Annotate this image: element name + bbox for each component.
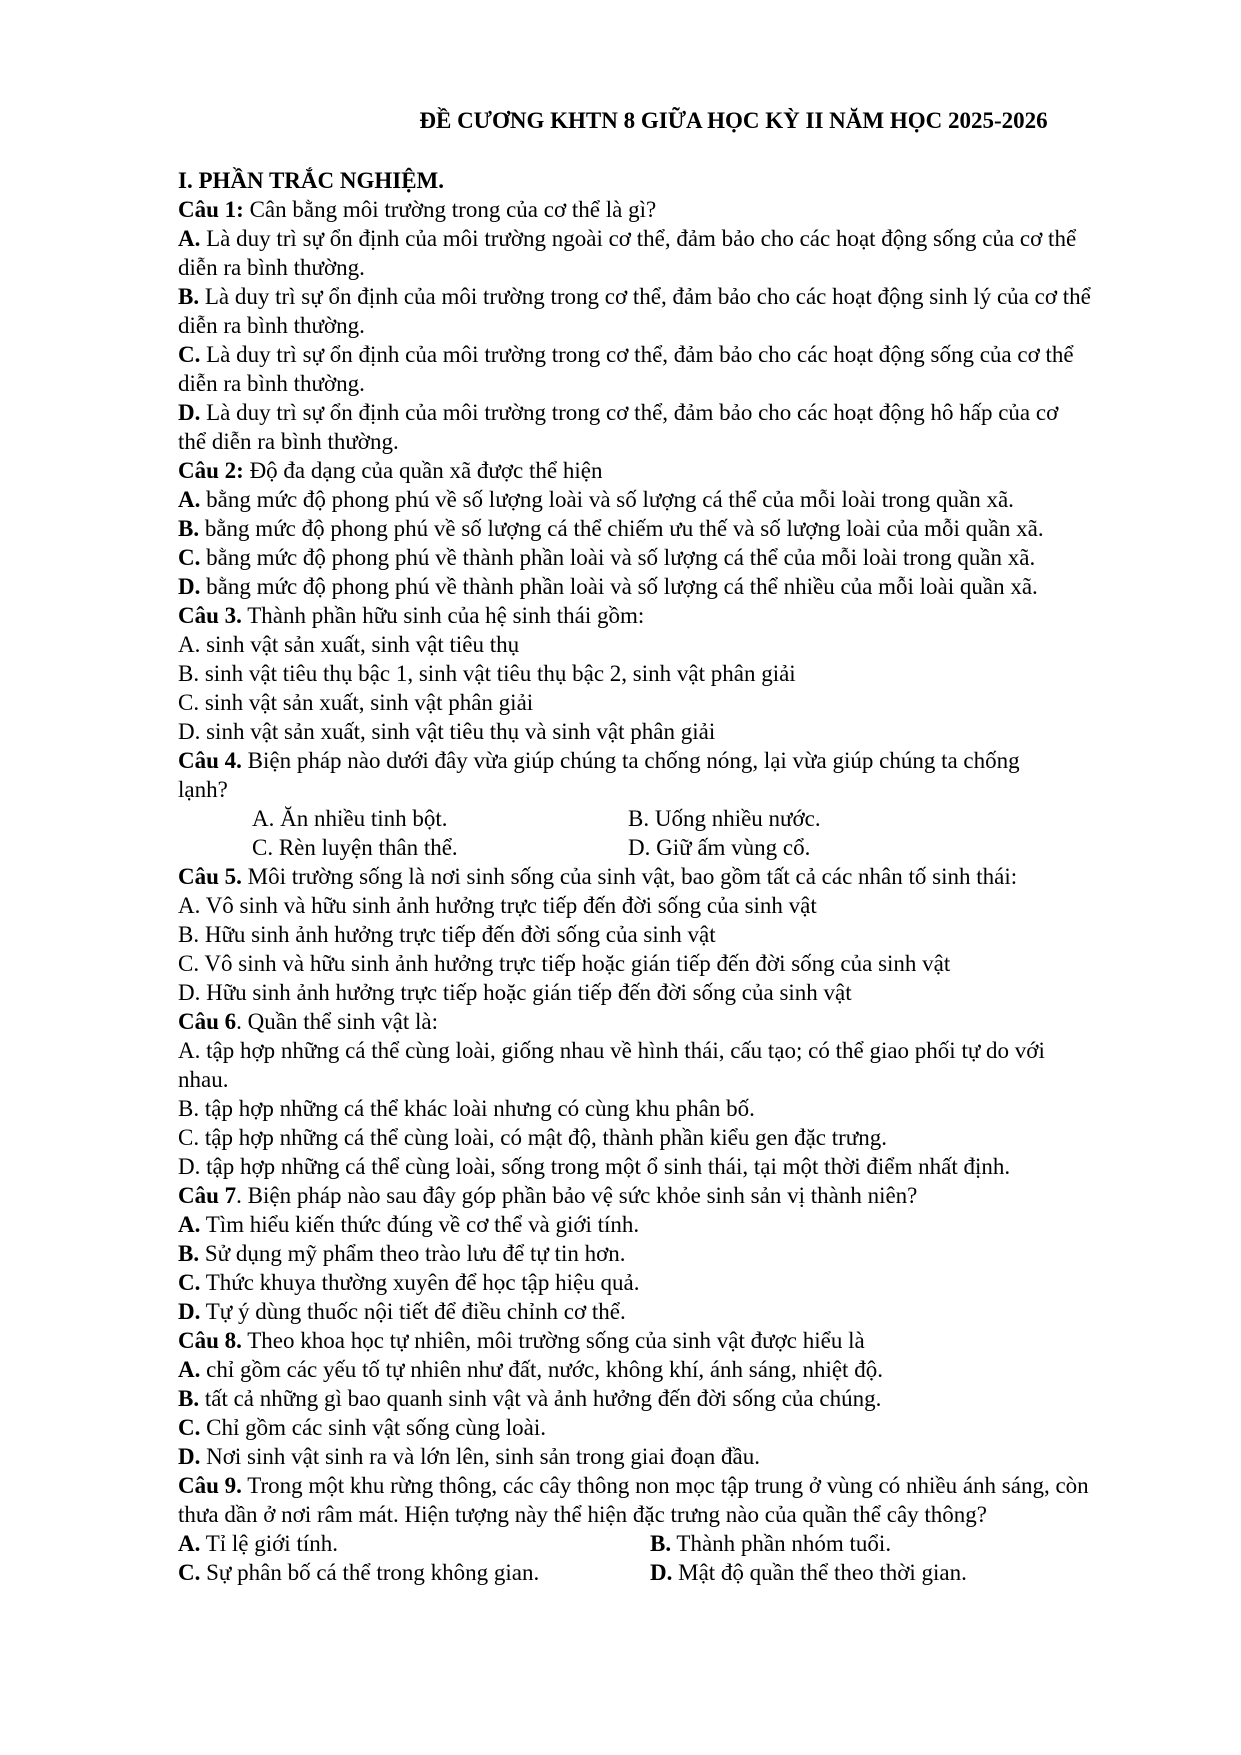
option-d: D. tập hợp những cá thể cùng loài, sống trong một ổ sinh thái, tại một thời điểm nhất định. <box>178 1154 1011 1179</box>
options-grid <box>178 1529 1159 1587</box>
option-d: D. Là duy trì sự ổn định của môi trường trong cơ thể, đảm bảo cho các hoạt động hô hấp của cơ <box>178 400 1059 425</box>
question-stem: Câu 7. Biện pháp nào sau đây góp phần bảo vệ sức khỏe sinh sản vị thành niên? <box>178 1183 918 1208</box>
question-stem: Câu 1: Cân bằng môi trường trong của cơ thể là gì? <box>178 197 657 222</box>
option-a: A. Vô sinh và hữu sinh ảnh hưởng trực tiếp đến đời sống của sinh vật <box>178 893 817 918</box>
question-stem: Câu 5. Môi trường sống là nơi sinh sống của sinh vật, bao gồm tất cả các nhân tố sinh thái: <box>178 864 1018 889</box>
question-9 <box>178 1471 1159 1587</box>
option-a: A. Là duy trì sự ổn định của môi trường ngoài cơ thể, đảm bảo cho các hoạt động sống của cơ thể <box>178 226 1077 251</box>
option-b: B. Sử dụng mỹ phẩm theo trào lưu để tự tin hơn. <box>178 1241 626 1266</box>
option-b: B. Uống nhiều nước. <box>628 806 821 831</box>
question-stem: Câu 8. Theo khoa học tự nhiên, môi trường sống của sinh vật được hiểu là <box>178 1328 865 1353</box>
question-number: Câu 1: <box>178 197 244 222</box>
option-a-cont: nhau. <box>178 1067 229 1092</box>
question-number: Câu 5. <box>178 864 242 889</box>
option-a: A. Ăn nhiều tinh bột. <box>252 806 448 831</box>
question-8 <box>178 1326 1159 1471</box>
question-stem: Câu 2: Độ đa dạng của quần xã được thể hiện <box>178 458 603 483</box>
option-a: A. sinh vật sản xuất, sinh vật tiêu thụ <box>178 632 520 657</box>
option-d: D. Hữu sinh ảnh hưởng trực tiếp hoặc gián tiếp đến đời sống của sinh vật <box>178 980 852 1005</box>
option-c: C. Vô sinh và hữu sinh ảnh hưởng trực tiếp hoặc gián tiếp đến đời sống của sinh vật <box>178 951 951 976</box>
question-7 <box>178 1181 1159 1326</box>
question-number: Câu 8. <box>178 1328 242 1353</box>
option-c: C. Chỉ gồm các sinh vật sống cùng loài. <box>178 1415 546 1440</box>
question-number: Câu 3. <box>178 603 242 628</box>
option-d: D. sinh vật sản xuất, sinh vật tiêu thụ và sinh vật phân giải <box>178 719 716 744</box>
question-number: Câu 6 <box>178 1009 237 1034</box>
question-1 <box>178 195 1159 456</box>
option-b: B. tập hợp những cá thể khác loài nhưng có cùng khu phân bố. <box>178 1096 755 1121</box>
option-a: A. Tỉ lệ giới tính. <box>178 1531 338 1556</box>
option-c-cont: diễn ra bình thường. <box>178 371 365 396</box>
question-stem: Câu 4. Biện pháp nào dưới đây vừa giúp chúng ta chống nóng, lại vừa giúp chúng ta chống <box>178 748 1020 773</box>
question-stem: Câu 6. Quần thể sinh vật là: <box>178 1009 439 1034</box>
question-stem-cont: thưa dần ở nơi râm mát. Hiện tượng này thể hiện đặc trưng nào của quần thể cây thông? <box>178 1502 987 1527</box>
option-b: B. bằng mức độ phong phú về số lượng cá thể chiếm ưu thế và số lượng loài của mỗi quần xã. <box>178 516 1044 541</box>
question-stem-cont: lạnh? <box>178 777 228 802</box>
option-b: B. tất cả những gì bao quanh sinh vật và ảnh hưởng đến đời sống của chúng. <box>178 1386 882 1411</box>
option-c: C. Thức khuya thường xuyên để học tập hiệu quả. <box>178 1270 640 1295</box>
option-b: B. sinh vật tiêu thụ bậc 1, sinh vật tiêu thụ bậc 2, sinh vật phân giải <box>178 661 796 686</box>
question-number: Câu 2: <box>178 458 244 483</box>
document-title: ĐỀ CƯƠNG KHTN 8 GIỮA HỌC KỲ II NĂM HỌC 2025-2026 <box>419 108 1048 133</box>
option-b-cont: diễn ra bình thường. <box>178 313 365 338</box>
option-a: A. chỉ gồm các yếu tố tự nhiên như đất, nước, không khí, ánh sáng, nhiệt độ. <box>178 1357 883 1382</box>
option-d: D. Tự ý dùng thuốc nội tiết để điều chỉnh cơ thể. <box>178 1299 626 1324</box>
option-d: D. Nơi sinh vật sinh ra và lớn lên, sinh sản trong giai đoạn đầu. <box>178 1444 761 1469</box>
question-stem: Câu 9. Trong một khu rừng thông, các cây thông non mọc tập trung ở vùng có nhiều ánh sáng, còn <box>178 1473 1089 1498</box>
option-d: D. Giữ ấm vùng cổ. <box>628 835 811 860</box>
question-number: Câu 4. <box>178 748 242 773</box>
option-b: B. Là duy trì sự ổn định của môi trường trong cơ thể, đảm bảo cho các hoạt động sinh lý của cơ thể <box>178 284 1091 309</box>
option-c: C. Sự phân bố cá thể trong không gian. <box>178 1560 540 1585</box>
option-c: C. sinh vật sản xuất, sinh vật phân giải <box>178 690 534 715</box>
question-4 <box>178 746 1159 862</box>
option-c: C. Là duy trì sự ổn định của môi trường trong cơ thể, đảm bảo cho các hoạt động sống của cơ thể <box>178 342 1074 367</box>
option-a-cont: diễn ra bình thường. <box>178 255 365 280</box>
option-a: A. tập hợp những cá thể cùng loài, giống nhau về hình thái, cấu tạo; có thể giao phối tự do với <box>178 1038 1045 1063</box>
options-grid <box>178 804 1159 862</box>
option-d: D. bằng mức độ phong phú về thành phần loài và số lượng cá thể nhiều của mỗi loài quần xã. <box>178 574 1038 599</box>
option-c: C. Rèn luyện thân thể. <box>252 835 458 860</box>
question-3 <box>178 601 1159 746</box>
question-stem: Câu 3. Thành phần hữu sinh của hệ sinh thái gồm: <box>178 603 645 628</box>
option-d: D. Mật độ quần thể theo thời gian. <box>650 1560 967 1585</box>
question-6 <box>178 1007 1159 1181</box>
question-2 <box>178 456 1159 601</box>
section-heading: I. PHẦN TRẮC NGHIỆM. <box>178 168 445 193</box>
question-5 <box>178 862 1159 1007</box>
option-a: A. bằng mức độ phong phú về số lượng loài và số lượng cá thể của mỗi loài trong quần xã. <box>178 487 1014 512</box>
option-c: C. tập hợp những cá thể cùng loài, có mật độ, thành phần kiểu gen đặc trưng. <box>178 1125 888 1150</box>
option-a: A. Tìm hiểu kiến thức đúng về cơ thể và giới tính. <box>178 1212 640 1237</box>
option-d-cont: thể diễn ra bình thường. <box>178 429 399 454</box>
option-b: B. Hữu sinh ảnh hưởng trực tiếp đến đời sống của sinh vật <box>178 922 716 947</box>
question-number: Câu 9. <box>178 1473 242 1498</box>
question-number: Câu 7 <box>178 1183 237 1208</box>
option-c: C. bằng mức độ phong phú về thành phần loài và số lượng cá thể của mỗi loài trong quần xã. <box>178 545 1036 570</box>
option-b: B. Thành phần nhóm tuổi. <box>650 1531 892 1556</box>
